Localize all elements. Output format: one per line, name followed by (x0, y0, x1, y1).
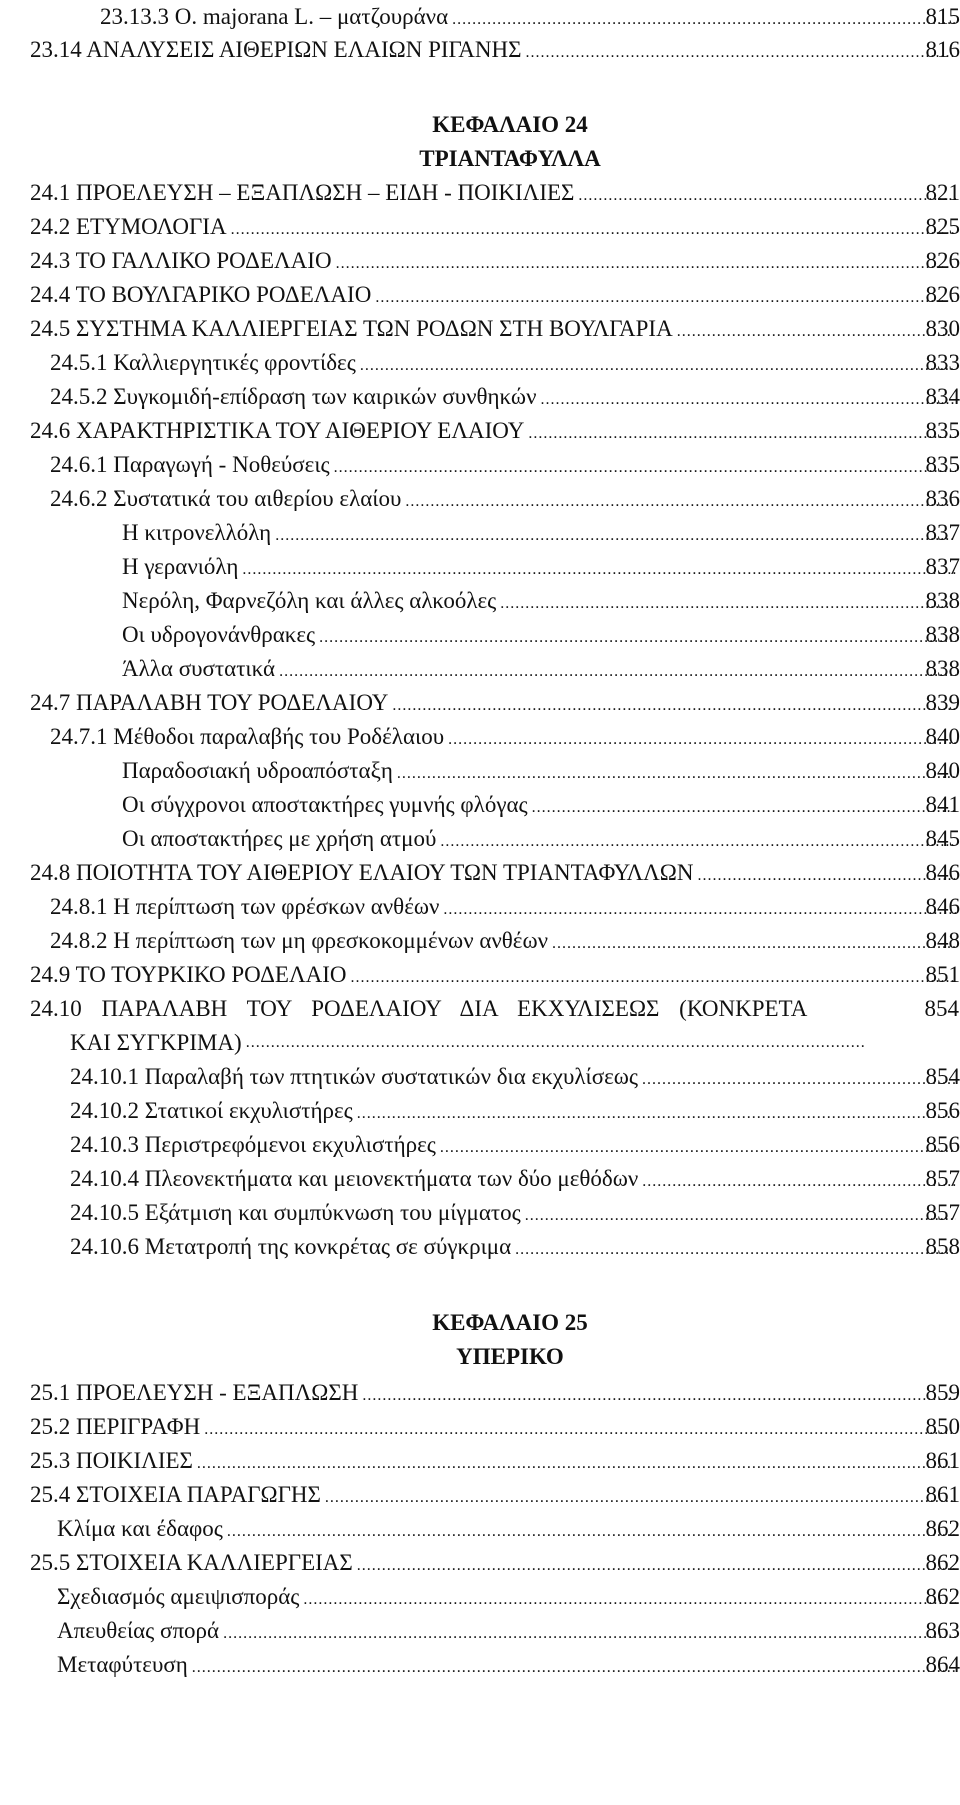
leader-dots (500, 587, 956, 621)
leader-dots (325, 1481, 956, 1515)
toc-entry-page: 837 (925, 520, 960, 545)
toc-entry-title: 24.8 ΠΟΙΟΤΗΤΑ ΤΟΥ ΑΙΘΕΡΙΟΥ ΕΛΑΙΟΥ ΤΩΝ ΤΡΙΑΝΤΑΦΥΛΛΩΝ (30, 860, 694, 885)
toc-entry-page: 826 (925, 282, 960, 307)
toc-entry-continuation (70, 1026, 866, 1060)
leader-dots (360, 349, 956, 383)
toc-entry (57, 1648, 960, 1682)
toc-entry (30, 414, 960, 448)
leader-dots (440, 1131, 956, 1165)
leader-dots (246, 1026, 866, 1060)
toc-entry (50, 720, 960, 754)
toc-entry (70, 1196, 960, 1230)
toc-entry (122, 618, 960, 652)
toc-entry-page: 848 (925, 928, 960, 953)
toc-entry-title: 25.1 ΠΡΟΕΛΕΥΣΗ - ΕΞΑΠΛΩΣΗ (30, 1380, 359, 1405)
toc-entry (30, 1444, 960, 1478)
toc-entry-page: 815 (925, 4, 960, 29)
toc-entry-page: 856 (925, 1098, 960, 1123)
toc-entry-title: Η κιτρονελλόλη (122, 520, 272, 545)
toc-entry-title: 24.7.1 Μέθοδοι παραλαβής του Ροδέλαιου (50, 724, 445, 749)
toc-entry (50, 448, 960, 482)
leader-dots (334, 451, 956, 485)
leader-dots (204, 1413, 956, 1447)
toc-entry-title: 24.5.1 Καλλιεργητικές φροντίδες (50, 350, 356, 375)
toc-entry-page: 841 (925, 792, 960, 817)
toc-entry-title: 25.4 ΣΤΟΙΧΕΙΑ ΠΑΡΑΓΩΓΗΣ (30, 1482, 321, 1507)
toc-entry-title: Άλλα συστατικά (122, 656, 276, 681)
toc-entry-page: 840 (925, 724, 960, 749)
toc-entry-page: 862 (925, 1550, 960, 1575)
chapter-subtitle: ΥΠΕΡΙΚΟ (456, 1344, 564, 1369)
leader-dots (405, 485, 956, 519)
leader-dots (279, 655, 956, 689)
toc-entry (30, 958, 960, 992)
toc-entry-title: Απευθείας σπορά (57, 1618, 220, 1643)
toc-entry-page: 839 (925, 690, 960, 715)
toc-entry-page: 838 (925, 656, 960, 681)
leader-dots (319, 621, 956, 655)
toc-entry (122, 584, 960, 618)
toc-entry-title: 25.2 ΠΕΡΙΓΡΑΦΗ (30, 1414, 201, 1439)
toc-entry-title: 25.3 ΠΟΙΚΙΛΙΕΣ (30, 1448, 193, 1473)
leader-dots (192, 1651, 956, 1685)
toc-entry (57, 1580, 960, 1614)
toc-entry-title: 24.5.2 Συγκομιδή-επίδραση των καιρικών συνθηκών (50, 384, 537, 409)
toc-entry (70, 1060, 960, 1094)
toc-entry (50, 346, 960, 380)
toc-entry-page: 857 (925, 1166, 960, 1191)
toc-entry-page: 851 (925, 962, 960, 987)
toc-entry (100, 0, 960, 34)
toc-entry-page: 834 (925, 384, 960, 409)
toc-entry-title: 24.10.2 Στατικοί εκχυλιστήρες (70, 1098, 353, 1123)
leader-dots (357, 1097, 956, 1131)
leader-dots (303, 1583, 956, 1617)
toc-entry-page: 864 (925, 1652, 960, 1677)
toc-entry (30, 210, 960, 244)
toc-entry-title: 23.14 ΑΝΑΛΥΣΕΙΣ ΑΙΘΕΡΙΩΝ ΕΛΑΙΩΝ ΡΙΓΑΝΗΣ (30, 37, 522, 62)
toc-entry-page: 838 (925, 622, 960, 647)
toc-entry (50, 924, 960, 958)
leader-dots (526, 36, 956, 70)
leader-dots (540, 383, 956, 417)
toc-entry-title: Μεταφύτευση (57, 1652, 188, 1677)
toc-entry (30, 856, 960, 890)
toc-entry (30, 686, 960, 720)
chapter-heading: ΚΕΦΑΛΑΙΟ 24 (432, 112, 588, 137)
leader-dots (362, 1379, 956, 1413)
leader-dots (231, 213, 956, 247)
toc-entry-title: Οι υδρογονάνθρακες (122, 622, 316, 647)
toc-entry-page: 850 (925, 1414, 960, 1439)
toc-entry-title: 24.6 ΧΑΡΑΚΤΗΡΙΣΤΙΚΑ ΤΟΥ ΑΙΘΕΡΙΟΥ ΕΛΑΙΟΥ (30, 418, 525, 443)
leader-dots (242, 553, 956, 587)
leader-dots (552, 927, 956, 961)
leader-dots (443, 893, 956, 927)
toc-entry-page: 836 (925, 486, 960, 511)
leader-dots (525, 1199, 956, 1233)
leader-dots (448, 723, 956, 757)
toc-entry-title: 24.4 ΤΟ ΒΟΥΛΓΑΡΙΚΟ ΡΟΔΕΛΑΙΟ (30, 282, 372, 307)
chapter-subtitle: ΤΡΙΑΝΤΑΦΥΛΛΑ (419, 146, 601, 171)
toc-entry-page: 821 (925, 180, 960, 205)
toc-entry-title: Νερόλη, Φαρνεζόλη και άλλες αλκοόλες (122, 588, 497, 613)
toc-entry (57, 1512, 960, 1546)
toc-entry-page: 854 (925, 1064, 960, 1089)
toc-entry-page: 840 (925, 758, 960, 783)
toc-entry (50, 380, 960, 414)
toc-entry-title: Σχεδιασμός αμειψισποράς (57, 1584, 300, 1609)
toc-entry-title: 24.10.4 Πλεονεκτήματα και μειονεκτήματα των δύο μεθόδων (70, 1166, 639, 1191)
chapter-heading: ΚΕΦΑΛΑΙΟ 25 (432, 1310, 588, 1335)
toc-entry-title: 24.6.2 Συστατικά του αιθερίου ελαίου (50, 486, 402, 511)
toc-entry-title: 24.10.5 Εξάτμιση και συμπύκνωση του μίγματος (70, 1200, 521, 1225)
leader-dots (440, 825, 956, 859)
toc-entry (30, 1546, 960, 1580)
toc-entry-page: 833 (925, 350, 960, 375)
toc-entry-title: 24.8.1 Η περίπτωση των φρέσκων ανθέων (50, 894, 440, 919)
toc-entry (122, 516, 960, 550)
toc-entry (122, 652, 960, 686)
toc-entry-title: 25.5 ΣΤΟΙΧΕΙΑ ΚΑΛΛΙΕΡΓΕΙΑΣ (30, 1550, 353, 1575)
toc-entry (30, 312, 960, 346)
toc-entry-page: 825 (925, 214, 960, 239)
leader-dots (223, 1617, 956, 1651)
leader-dots (515, 1233, 956, 1267)
toc-entry (50, 890, 960, 924)
toc-entry (30, 33, 960, 67)
toc-entry-page: 859 (925, 1380, 960, 1405)
toc-entry (70, 1230, 960, 1264)
toc-entry-title-line1: 24.10 ΠΑΡΑΛΑΒΗ ΤΟΥ ΡΟΔΕΛΑΙΟΥ ΔΙΑ ΕΚΧΥΛΙΣΕΩΣ (ΚΟΝΚΡΕΤΑ (30, 996, 808, 1021)
toc-entry-page: 835 (925, 452, 960, 477)
toc-entry (70, 1162, 960, 1196)
toc-entry-title: 24.7 ΠΑΡΑΛΑΒΗ ΤΟΥ ΡΟΔΕΛΑΙΟΥ (30, 690, 389, 715)
toc-entry (122, 788, 960, 822)
toc-entry-title: Οι σύγχρονοι αποστακτήρες γυμνής φλόγας (122, 792, 528, 817)
toc-entry-title: 24.10.1 Παραλαβή των πτητικών συστατικών δια εκχυλίσεως (70, 1064, 639, 1089)
toc-entry-page: 861 (925, 1482, 960, 1507)
toc-entry-title: 24.1 ΠΡΟΕΛΕΥΣΗ – ΕΞΑΠΛΩΣΗ – ΕΙΔΗ - ΠΟΙΚΙΛΙΕΣ (30, 180, 575, 205)
toc-entry-page: 826 (925, 248, 960, 273)
toc-entry (50, 482, 960, 516)
toc-entry-page: 857 (925, 1200, 960, 1225)
toc-entry-page: 862 (925, 1584, 960, 1609)
toc-entry-title: 24.6.1 Παραγωγή - Νοθεύσεις (50, 452, 330, 477)
toc-entry-wrapped (30, 992, 959, 1026)
leader-dots (351, 961, 956, 995)
toc-entry (30, 1478, 960, 1512)
toc-entry-page: 863 (925, 1618, 960, 1643)
toc-entry-page: 816 (925, 37, 960, 62)
toc-entry-page: 861 (925, 1448, 960, 1473)
leader-dots (392, 689, 956, 723)
leader-dots (357, 1549, 956, 1583)
toc-entry (30, 1376, 960, 1410)
toc-entry-title: 24.5 ΣΥΣΤΗΜΑ ΚΑΛΛΙΕΡΓΕΙΑΣ ΤΩΝ ΡΟΔΩΝ ΣΤΗ ΒΟΥΛΓΑΡΙΑ (30, 316, 673, 341)
leader-dots (375, 281, 956, 315)
toc-entry-page: 854 (924, 996, 959, 1021)
toc-entry-title: 24.3 ΤΟ ΓΑΛΛΙΚΟ ΡΟΔΕΛΑΙΟ (30, 248, 332, 273)
leader-dots (197, 1447, 956, 1481)
toc-entry (30, 278, 960, 312)
toc-entry-page: 862 (925, 1516, 960, 1541)
toc-entry-page: 835 (925, 418, 960, 443)
toc-entry-page: 846 (925, 894, 960, 919)
toc-entry-title: Κλίμα και έδαφος (57, 1516, 223, 1541)
leader-dots (397, 757, 956, 791)
toc-entry-page: 856 (925, 1132, 960, 1157)
toc-entry-title: Παραδοσιακή υδροαπόσταξη (122, 758, 393, 783)
toc-entry (122, 754, 960, 788)
toc-entry-page: 830 (925, 316, 960, 341)
toc-entry (30, 244, 960, 278)
toc-entry (122, 822, 960, 856)
toc-entry-page: 846 (925, 860, 960, 885)
toc-entry-title: 24.9 ΤΟ ΤΟΥΡΚΙΚΟ ΡΟΔΕΛΑΙΟ (30, 962, 347, 987)
toc-entry (70, 1128, 960, 1162)
toc-entry-page: 838 (925, 588, 960, 613)
leader-dots (336, 247, 956, 281)
toc-entry-page: 858 (925, 1234, 960, 1259)
toc-entry-title: 24.8.2 Η περίπτωση των μη φρεσκοκομμένων ανθέων (50, 928, 549, 953)
leader-dots (528, 417, 956, 451)
toc-entry-title: Η γερανιόλη (122, 554, 239, 579)
leader-dots (452, 3, 956, 37)
toc-entry-title: 24.10.3 Περιστρεφόμενοι εκχυλιστήρες (70, 1132, 436, 1157)
toc-entry-page: 837 (925, 554, 960, 579)
toc-entry (70, 1094, 960, 1128)
toc-entry-title: 23.13.3 O. majorana L. – ματζουράνα (100, 4, 449, 29)
toc-entry-page: 845 (925, 826, 960, 851)
toc-entry-title: Οι αποστακτήρες με χρήση ατμού (122, 826, 437, 851)
leader-dots (532, 791, 956, 825)
leader-dots (227, 1515, 956, 1549)
leader-dots (275, 519, 956, 553)
toc-entry (57, 1614, 960, 1648)
toc-entry (122, 550, 960, 584)
toc-entry-title: 24.2 ΕΤΥΜΟΛΟΓΙΑ (30, 214, 227, 239)
toc-entry (30, 1410, 960, 1444)
toc-entry-title: 24.10.6 Μετατροπή της κονκρέτας σε σύγκριμα (70, 1234, 512, 1259)
toc-entry-title-line2: ΚΑΙ ΣΥΓΚΡΙΜΑ) (70, 1030, 242, 1055)
toc-entry (30, 176, 960, 210)
